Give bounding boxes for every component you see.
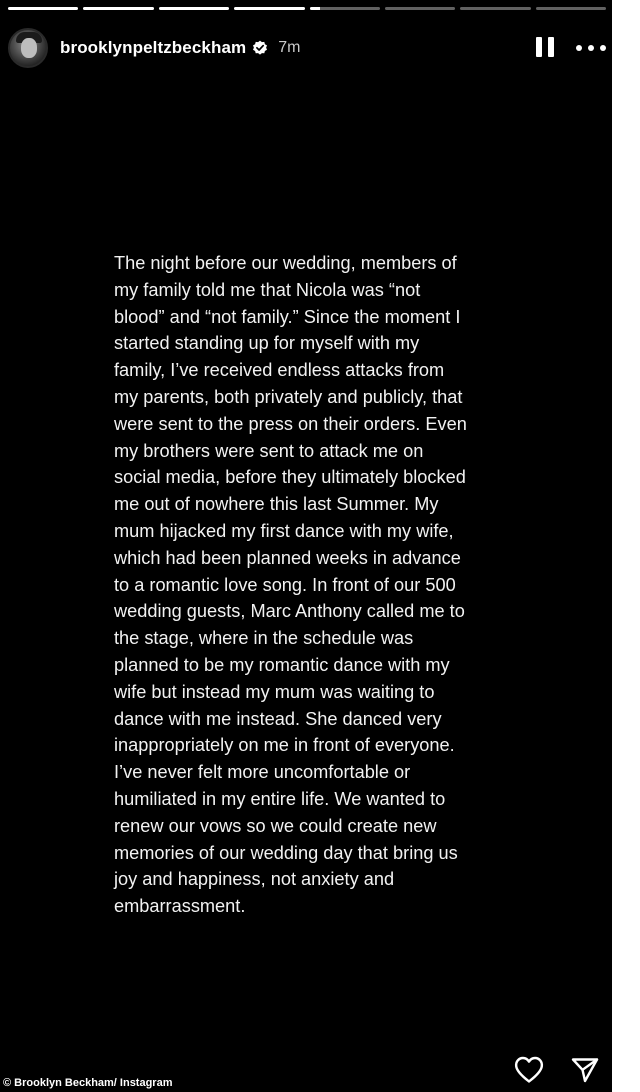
story-timestamp: 7m: [278, 39, 301, 56]
more-options-icon[interactable]: [576, 43, 606, 53]
more-dot-3: [600, 45, 606, 51]
progress-segment: [83, 7, 153, 10]
story-statement-text: The night before our wedding, members of my family told me that Nicola was “not blood” and “not family.” Since the moment I started standing up for myself with my family, I’ve received endless attacks from my parents, both privately and publicly, that were sent to the press on their orders. Even my brothers were sent to attack me on social media, before they ultimately blocked me out of nowhere this last Summer. My mum hijacked my first dance with my wife, which had been planned weeks in advance to a romantic love song. In front of our 500 wedding guests, Marc Anthony called me to the stage, where in the schedule was planned to be my romantic dance with my wife but instead my mum was waiting to dance with me instead. She danced very inappropriately on me in front of everyone. I’ve never felt more uncomfortable or humiliated in my entire life. We wanted to renew our vows so we could create new memories of our wedding day that bring us joy and happiness, not anxiety and embarrassment.: [114, 253, 467, 917]
progress-segment-fill: [8, 7, 78, 10]
photo-credit: © Brooklyn Beckham/ Instagram: [3, 1077, 173, 1089]
more-dot-1: [576, 45, 582, 51]
heart-icon[interactable]: [514, 1056, 544, 1084]
progress-segment: [310, 7, 380, 10]
verified-badge-icon: [252, 40, 268, 56]
profile-avatar[interactable]: [8, 28, 48, 68]
story-progress-bar: [8, 7, 606, 10]
username[interactable]: brooklynpeltzbeckham: [60, 38, 247, 57]
progress-segment-fill: [234, 7, 304, 10]
progress-segment: [385, 7, 455, 10]
progress-segment: [234, 7, 304, 10]
progress-segment-fill: [83, 7, 153, 10]
progress-segment: [536, 7, 606, 10]
pause-bar-right: [548, 37, 554, 57]
pause-icon[interactable]: [536, 37, 554, 59]
progress-segment: [8, 7, 78, 10]
avatar-face: [21, 38, 37, 58]
progress-segment: [460, 7, 530, 10]
story-header: [8, 26, 606, 70]
story-controls: [536, 37, 606, 59]
page-margin: [612, 0, 640, 1092]
progress-segment: [159, 7, 229, 10]
pause-bar-left: [536, 37, 542, 57]
story-footer-actions: [514, 1056, 600, 1084]
send-icon[interactable]: [570, 1056, 600, 1084]
progress-segment-fill: [310, 7, 321, 10]
progress-segment-fill: [159, 7, 229, 10]
more-dot-2: [588, 45, 594, 51]
